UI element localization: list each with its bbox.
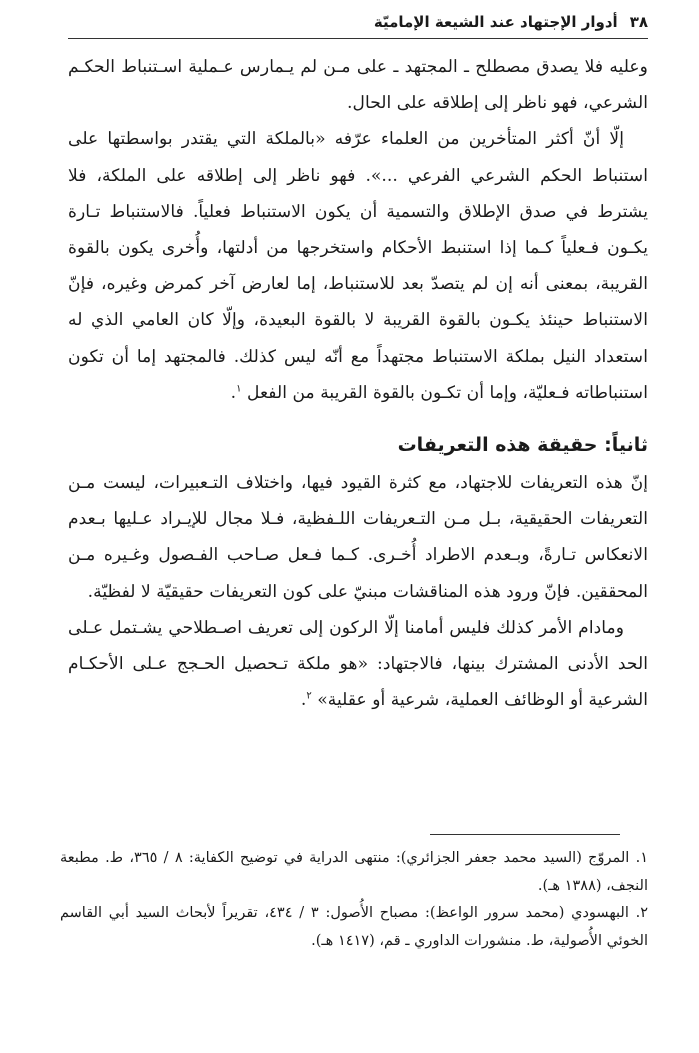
running-header bbox=[68, 8, 648, 39]
paragraph-text: إلّا أنّ أكثر المتأخرين من العلماء عرّفه «بالملكة التي يقتدر بواسطتها على استنباط الحكم الشرعي الفرعي ...». فهو ناظر إلى إطلاقه على الملكة، فلا يشترط في صدق الإطلاق والتسمية أن يكون الاستنباط فعلياً. فالاستنباط تـارة يكـون فـعلياً كـما إذا استنبط الأحكام واستخرجها من أدلتها، وأُخرى يكون بالقوة القريبة، بمعنى أنه إن لم يتصدّ بعد للاستنباط، إما لعارض آخر كمرض وغيره، فإنّ الاستنباط حينئذ يكـون بالقوة القريبة لا بالقوة البعيدة، وإلّا كان العامي الذي له استعداد النيل بملكة الاستنباط مجتهداً مع أنّه ليس كذلك. فالمجتهد إما أن تكون استنباطاته فـعليّة، وإما أن تكـون بالقوة القريبة من الفعل bbox=[68, 129, 648, 403]
page-number: ٣٨ bbox=[629, 13, 648, 31]
section-heading: ثانياً: حقيقة هذه التعريفات bbox=[397, 434, 648, 457]
book-page bbox=[68, 8, 648, 718]
paragraph: إنّ هذه التعريفات للاجتهاد، مع كثرة القيود فيها، واختلاف التـعبيرات، ليست مـن التعريفات الحقيقية، بـل مـن التـعريفات اللـفظية، فـلا مجال للإيـراد عـليها بـعدم الانعكاس تـارةً، وبـعدم الاطراد أُخـرى. كـما فـعل صـاحب الفـصول وغـيره مـن المحققين. فإنّ ورود هذه المناقشات مبنيّ على كون التعريفات حقيقيّة لا لفظيّة. bbox=[68, 473, 648, 602]
footnote-ref-1: ١ bbox=[236, 383, 242, 395]
paragraph bbox=[68, 610, 648, 719]
paragraph bbox=[68, 121, 648, 411]
main-text bbox=[68, 49, 648, 718]
footnote-divider bbox=[430, 834, 620, 835]
running-title: أدوار الإجتهاد عند الشيعة الإماميّة bbox=[373, 13, 618, 31]
footnote-ref-2: ٢ bbox=[306, 690, 312, 702]
paragraph: وعليه فلا يصدق مصطلح ـ المجتهد ـ على مـن لم يـمارس عـملية اسـتنباط الحكـم الشرعي، فهو ناظر إلى إطلاقه على الحال. bbox=[68, 57, 648, 114]
period: . bbox=[230, 382, 237, 403]
footnote-1: ١. المروّج (السيد محمد جعفر الجزائري): منتهى الدراية في توضيح الكفاية: ٨ / ٣٦٥، ط. مطبعة النجف، (١٣٨٨ هـ). bbox=[60, 850, 648, 894]
period: . bbox=[300, 690, 307, 711]
footnotes bbox=[60, 845, 648, 955]
footnote-2: ٢. البهسودي (محمد سرور الواعظ): مصباح الأُصول: ٣ / ٤٣٤، تقريراً لأبحاث السيد أبي القاسم الخوئي الأُصولية، ط. منشورات الداوري ـ قم، (١٤١٧ هـ). bbox=[60, 905, 649, 949]
paragraph-text: ومادام الأمر كذلك فليس أمامنا إلّا الركون إلى تعريف اصـطلاحي يشـتمل عـلى الحد الأدنى المشترك بينها، فالاجتهاد: «هو ملكة تـحصيل الحـجج عـلى الأحكـام الشرعية أو الوظائف العملية، شرعية أو عقلية» bbox=[68, 617, 648, 711]
